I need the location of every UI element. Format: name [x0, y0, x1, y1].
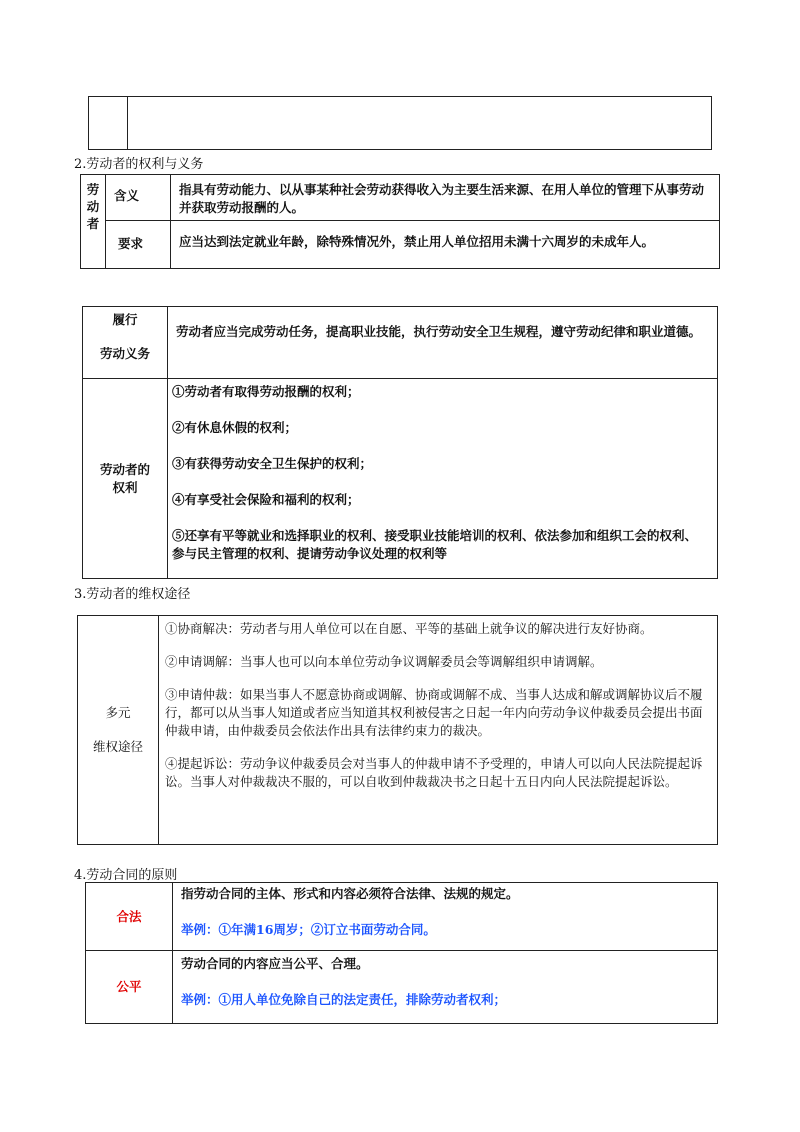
rights-label-cell — [83, 379, 168, 579]
principle-text-cell — [173, 883, 718, 951]
remedy-list-cell — [159, 616, 718, 845]
rights-label-line-2: 权利 — [112, 479, 138, 495]
duty-label-cell — [83, 307, 168, 379]
laborer-label-cell — [106, 221, 171, 269]
top-empty-cell-left — [89, 97, 128, 150]
principle-fair-example: 举例：①用人单位免除自己的法定责任，排除劳动者权利； — [181, 992, 507, 1007]
laborer-side-cell — [81, 175, 106, 269]
rights-item: ⑤还享有平等就业和选择职业的权利、接受职业技能培训的权利、依法参加和组织工会的权利、参与民主管理的权利、提请劳动争议处理的权利等 — [172, 528, 698, 561]
section-3-title: 3.劳动者的维权途径 — [74, 587, 191, 602]
principle-fair-text: 劳动合同的内容应当公平、合理。 — [181, 956, 369, 971]
principle-table — [85, 882, 718, 1024]
laborer-requirement-label: 要求 — [118, 236, 144, 251]
laborer-meaning-label: 含义 — [114, 188, 140, 203]
principle-fair-label: 公平 — [116, 979, 142, 994]
remedy-item: ③申请仲裁：如果当事人不愿意协商或调解、协商或调解不成、当事人达成和解或调解协议后不履行，都可以从当事人知道或者应当知道其权利被侵害之日起一年内向劳动争议仲裁委员会提出书面仲裁申请，由仲裁委员会依法作出具有法律约束力的裁决。 — [165, 687, 703, 738]
rights-item: ④有享受社会保险和福利的权利； — [172, 492, 360, 507]
section-2-title: 2.劳动者的权利与义务 — [74, 157, 204, 172]
principle-text-cell — [173, 951, 718, 1024]
duty-label-line-1: 履行 — [112, 312, 138, 327]
principle-legal-label: 合法 — [116, 908, 142, 924]
principle-legal-example: 举例：①年满16周岁；②订立书面劳动合同。 — [181, 922, 436, 937]
top-empty-cell-right — [128, 97, 712, 150]
laborer-requirement-text: 应当达到法定就业年龄，除特殊情况外，禁止用人单位招用未满十六周岁的未成年人。 — [179, 234, 655, 249]
laborer-label-cell — [106, 175, 171, 221]
laborer-text-cell — [171, 175, 720, 221]
duty-text: 劳动者应当完成劳动任务，提高职业技能，执行劳动安全卫生规程，遵守劳动纪律和职业道德。 — [176, 324, 702, 339]
laborer-text-cell — [171, 221, 720, 269]
remedy-item: ④提起诉讼：劳动争议仲裁委员会对当事人的仲裁申请不予受理的，申请人可以向人民法院提起诉讼。当事人对仲裁裁决不服的，可以自收到仲裁裁决书之日起十五日内向人民法院提起诉讼。 — [165, 756, 703, 789]
principle-legal-text: 指劳动合同的主体、形式和内容必须符合法律、法规的规定。 — [181, 886, 519, 901]
section-4-title: 4.劳动合同的原则 — [74, 868, 178, 883]
remedy-label-line-1: 多元 — [105, 705, 131, 720]
rights-item: ①劳动者有取得劳动报酬的权利； — [172, 384, 360, 399]
laborer-side-label: 劳动者 — [86, 182, 100, 231]
remedy-table — [77, 615, 718, 845]
duty-label-line-2: 劳动义务 — [99, 346, 150, 361]
top-empty-table — [88, 96, 712, 150]
laborer-table — [80, 174, 720, 269]
rights-label-line-1: 劳动者的 — [99, 461, 150, 477]
laborer-meaning-text: 指具有劳动能力、以从事某种社会劳动获得收入为主要生活来源、在用人单位的管理下从事劳动并获取劳动报酬的人。 — [179, 182, 705, 215]
remedy-label-cell — [78, 616, 159, 845]
rights-item: ③有获得劳动安全卫生保护的权利； — [172, 456, 373, 471]
remedy-label-line-2: 维权途径 — [92, 739, 143, 754]
duty-text-cell — [168, 307, 718, 379]
rights-item: ②有休息休假的权利； — [172, 420, 298, 435]
remedy-item: ①协商解决：劳动者与用人单位可以在自愿、平等的基础上就争议的解决进行友好协商。 — [165, 621, 653, 636]
remedy-item: ②申请调解：当事人也可以向本单位劳动争议调解委员会等调解组织申请调解。 — [165, 654, 603, 669]
rights-list-cell — [168, 379, 718, 579]
principle-label-cell — [86, 883, 173, 951]
principle-label-cell — [86, 951, 173, 1024]
duty-rights-table — [82, 306, 718, 579]
